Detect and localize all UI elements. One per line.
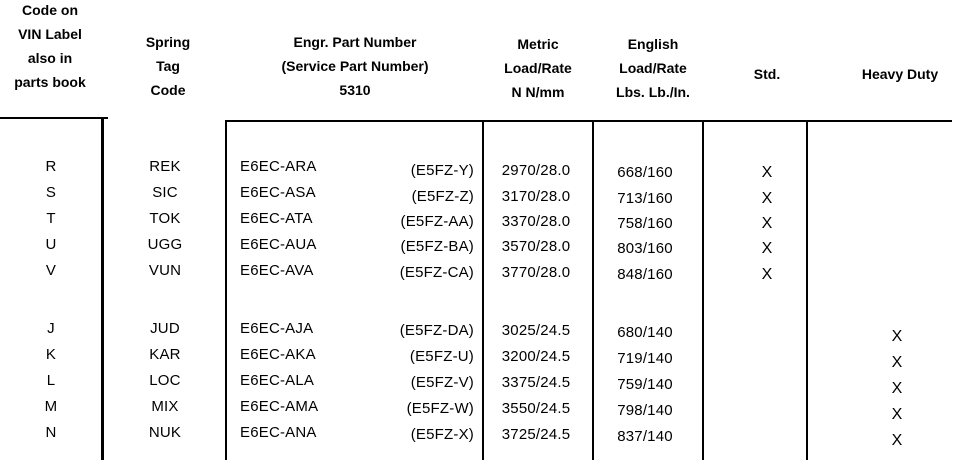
service-part-number: (E5FZ-BA) xyxy=(400,238,474,255)
header-line: Load/Rate xyxy=(619,60,687,76)
spring-tag-code: VUN xyxy=(148,262,182,279)
column-divider xyxy=(482,120,484,460)
header-std: Std. xyxy=(753,66,781,82)
service-part-number: (E5FZ-AA) xyxy=(400,213,474,230)
metric-load-rate: 3725/24.5 xyxy=(501,426,571,443)
spring-tag-code: MIX xyxy=(151,398,179,415)
service-part-number: (E5FZ-U) xyxy=(409,348,474,365)
english-load-rate: 680/140 xyxy=(617,324,673,341)
header-line: Lbs. Lb./In. xyxy=(616,84,690,100)
spring-tag-code: REK xyxy=(149,158,181,175)
vin-code: S xyxy=(45,184,57,201)
metric-load-rate: 3375/24.5 xyxy=(501,374,571,391)
engr-part-number: E6EC-ARA xyxy=(240,158,317,175)
header-line: Tag xyxy=(156,58,180,74)
header-line: English xyxy=(627,36,679,52)
header-engr-part-number xyxy=(255,30,455,102)
header-line: Code on xyxy=(22,2,78,18)
service-part-number: (E5FZ-Z) xyxy=(411,188,474,205)
service-part-number: (E5FZ-V) xyxy=(410,374,474,391)
std-mark: X xyxy=(761,266,773,283)
header-rule-right xyxy=(226,120,952,122)
header-line: Metric xyxy=(517,36,559,52)
header-code-on-vin xyxy=(4,0,96,94)
header-metric-load-rate xyxy=(488,32,588,104)
std-mark: X xyxy=(761,164,773,181)
english-load-rate: 837/140 xyxy=(617,428,673,445)
english-load-rate: 668/160 xyxy=(617,164,673,181)
vin-code: T xyxy=(46,210,56,227)
std-mark: X xyxy=(761,240,773,257)
service-part-number: (E5FZ-X) xyxy=(410,426,474,443)
header-line: 5310 xyxy=(339,82,371,98)
heavy-duty-mark: X xyxy=(891,406,903,423)
english-load-rate: 758/160 xyxy=(617,215,673,232)
metric-load-rate: 3570/28.0 xyxy=(501,238,571,255)
english-load-rate: 798/140 xyxy=(617,402,673,419)
english-load-rate: 759/140 xyxy=(617,376,673,393)
vin-code: U xyxy=(45,236,57,253)
header-line: Code xyxy=(150,82,186,98)
vin-code: M xyxy=(44,398,58,415)
column-divider xyxy=(225,120,227,460)
column-divider xyxy=(702,120,704,460)
engr-part-number: E6EC-AUA xyxy=(240,236,317,253)
metric-load-rate: 3770/28.0 xyxy=(501,264,571,281)
header-line: VIN Label xyxy=(18,26,82,42)
column-divider xyxy=(806,122,808,460)
header-line: also in xyxy=(27,50,73,66)
vin-code: N xyxy=(45,424,57,441)
column-divider xyxy=(101,118,104,460)
spring-tag-code: UGG xyxy=(147,236,183,253)
header-line: Spring xyxy=(145,34,191,50)
engr-part-number: E6EC-ANA xyxy=(240,424,317,441)
heavy-duty-mark: X xyxy=(891,328,903,345)
service-part-number: (E5FZ-W) xyxy=(406,400,474,417)
engr-part-number: E6EC-AJA xyxy=(240,320,314,337)
std-mark: X xyxy=(761,190,773,207)
spring-tag-code: LOC xyxy=(149,372,181,389)
vin-code: R xyxy=(45,158,57,175)
header-line: (Service Part Number) xyxy=(281,58,429,74)
spring-tag-code: NUK xyxy=(148,424,182,441)
service-part-number: (E5FZ-CA) xyxy=(399,264,474,281)
service-part-number: (E5FZ-Y) xyxy=(410,162,474,179)
spring-tag-code: SIC xyxy=(152,184,178,201)
english-load-rate: 848/160 xyxy=(617,266,673,283)
english-load-rate: 713/160 xyxy=(617,190,673,207)
header-line: Engr. Part Number xyxy=(293,34,417,50)
column-divider xyxy=(592,120,594,460)
english-load-rate: 719/140 xyxy=(617,350,673,367)
spring-tag-code: TOK xyxy=(149,210,181,227)
header-line: Load/Rate xyxy=(504,60,572,76)
vin-code: L xyxy=(46,372,56,389)
engr-part-number: E6EC-AMA xyxy=(240,398,319,415)
heavy-duty-mark: X xyxy=(891,432,903,449)
metric-load-rate: 2970/28.0 xyxy=(501,162,571,179)
engr-part-number: E6EC-AVA xyxy=(240,262,314,279)
std-mark: X xyxy=(761,215,773,232)
header-heavy-duty: Heavy Duty xyxy=(861,66,939,82)
metric-load-rate: 3170/28.0 xyxy=(501,188,571,205)
engr-part-number: E6EC-ASA xyxy=(240,184,316,201)
metric-load-rate: 3200/24.5 xyxy=(501,348,571,365)
header-english-load-rate xyxy=(598,32,708,104)
header-line: parts book xyxy=(14,74,86,90)
vin-code: V xyxy=(45,262,57,279)
header-line: N N/mm xyxy=(511,84,565,100)
metric-load-rate: 3370/28.0 xyxy=(501,213,571,230)
engr-part-number: E6EC-AKA xyxy=(240,346,316,363)
spring-tag-code: KAR xyxy=(149,346,181,363)
service-part-number: (E5FZ-DA) xyxy=(399,322,474,339)
heavy-duty-mark: X xyxy=(891,380,903,397)
spring-tag-code: JUD xyxy=(150,320,180,337)
header-rule-left xyxy=(0,117,108,119)
header-spring-tag xyxy=(128,30,208,102)
engr-part-number: E6EC-ALA xyxy=(240,372,315,389)
vin-code: J xyxy=(47,320,55,337)
heavy-duty-mark: X xyxy=(891,354,903,371)
metric-load-rate: 3025/24.5 xyxy=(501,322,571,339)
metric-load-rate: 3550/24.5 xyxy=(501,400,571,417)
vin-code: K xyxy=(45,346,57,363)
engr-part-number: E6EC-ATA xyxy=(240,210,313,227)
english-load-rate: 803/160 xyxy=(617,240,673,257)
